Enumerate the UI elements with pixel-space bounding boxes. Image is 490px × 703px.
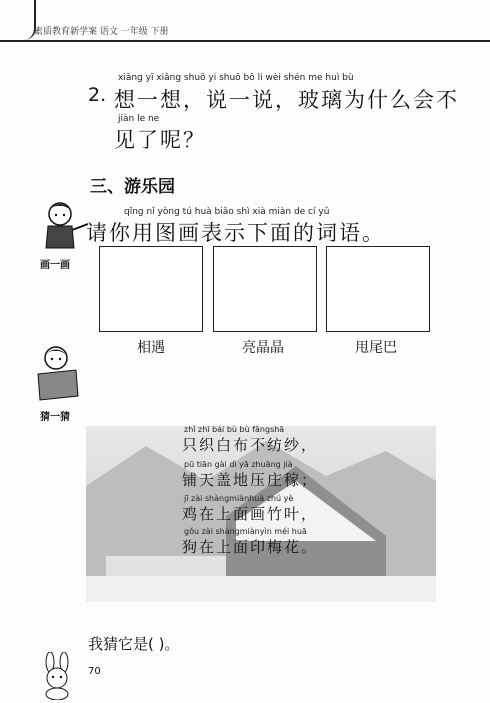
poem-line-3: 鸡在上面画竹叶， [182, 505, 319, 523]
drawing-box-1[interactable] [99, 246, 203, 332]
q2-pinyin-1: xiǎng yī xiǎng shuō yi shuō bō li wèi shén me huì bù [118, 73, 354, 83]
draw-pinyin: qǐng nǐ yòng tú huà biǎo shì xià miàn de cí yǔ [124, 207, 330, 217]
poem-pinyin-1: zhǐ zhī bái bù bù fǎngshā [184, 425, 285, 434]
rabbit-icon [36, 652, 80, 700]
poem-line-1: 只织白布不纺纱， [182, 436, 319, 454]
page-header [0, 0, 490, 42]
boy-painting-icon [34, 196, 90, 252]
header-text: 素质教育新学案 语文 一年级 下册 [34, 27, 169, 37]
draw-label: 画一画 [40, 260, 70, 271]
poem-pinyin-4: gǒu zài shàngmiànyìn méi huā [184, 527, 307, 536]
poem-pinyin-2: pū tiān gài dì yā zhuāng jià [184, 460, 293, 469]
boy-reading-icon [32, 344, 84, 404]
q2-line-2: 见了呢？ [114, 128, 206, 152]
caption-2: 亮晶晶 [242, 340, 284, 356]
poem-line-4: 狗在上面印梅花。 [182, 538, 319, 556]
q2-number: 2. [88, 84, 107, 106]
header-corner [0, 0, 36, 40]
page-number: 70 [88, 666, 101, 677]
q2-pinyin-2: jiàn le ne [118, 114, 160, 124]
drawing-box-2[interactable] [213, 246, 317, 332]
poem-line-2: 铺天盖地压庄稼； [182, 471, 319, 489]
q2-line-1: 想一想，说一说，玻璃为什么会不 [114, 88, 459, 112]
caption-1: 相遇 [137, 340, 165, 356]
guess-label: 猜一猜 [40, 412, 70, 423]
answer-blank[interactable]: 我猜它是( )。 [88, 635, 180, 653]
drawing-box-3[interactable] [326, 246, 430, 332]
poem-pinyin-3: jī zài shàngmiànhuà zhú yè [184, 494, 294, 503]
caption-3: 甩尾巴 [355, 340, 397, 356]
section-title: 三、游乐园 [90, 177, 175, 197]
draw-instruction: 请你用图画表示下面的词语。 [86, 221, 385, 245]
